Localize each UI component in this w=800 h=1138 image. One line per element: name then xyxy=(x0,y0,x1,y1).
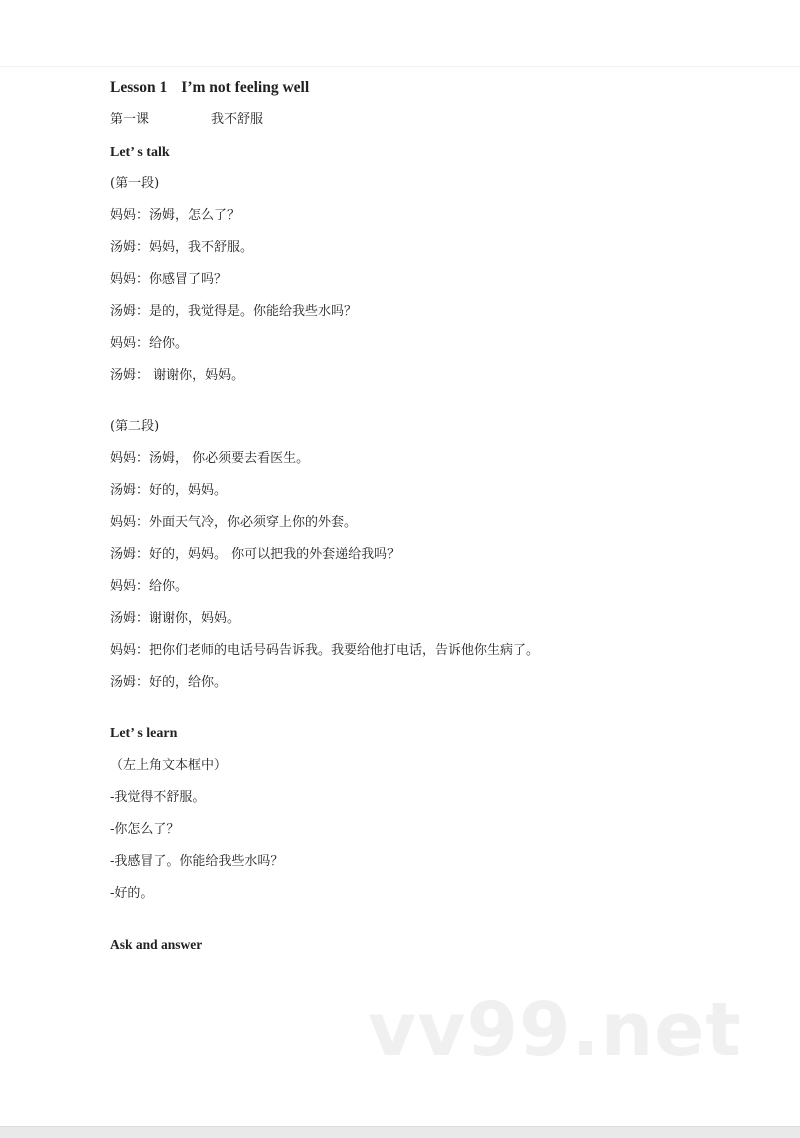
lesson-number-chinese: 第一课 xyxy=(110,112,150,127)
dialogue-line: 汤姆：妈妈，我不舒服。 xyxy=(110,240,254,255)
part2-label: (第二段) xyxy=(110,419,160,434)
lesson-number: Lesson 1 xyxy=(110,79,168,96)
lesson-title-chinese: 我不舒服 xyxy=(211,112,264,127)
dialogue-line: 汤姆：谢谢你，妈妈。 xyxy=(110,611,241,626)
learn-line: -我觉得不舒服。 xyxy=(110,790,206,805)
page-bottom-edge xyxy=(0,1126,800,1138)
dialogue-line: 汤姆：好的，妈妈。 你可以把我的外套递给我吗？ xyxy=(110,547,401,562)
learn-line: -好的。 xyxy=(110,886,154,901)
dialogue-line: 妈妈：给你。 xyxy=(110,336,189,351)
learn-line: -你怎么了？ xyxy=(110,822,180,837)
lesson-subtitle xyxy=(110,111,263,129)
watermark: vv99.net xyxy=(368,987,742,1073)
dialogue-line: 汤姆：好的，给你。 xyxy=(110,675,228,690)
ask-answer-heading: Ask and answer xyxy=(110,937,203,952)
dialogue-line: 妈妈：汤姆， 你必须要去看医生。 xyxy=(110,451,310,466)
dialogue-line: 妈妈：汤姆，怎么了？ xyxy=(110,208,241,223)
dialogue-line: 汤姆：是的，我觉得是。你能给我些水吗？ xyxy=(110,304,358,319)
part1-label: (第一段) xyxy=(110,176,160,191)
dialogue-line: 汤姆： 谢谢你，妈妈。 xyxy=(110,368,245,383)
lesson-title-text: I’m not feeling well xyxy=(181,79,310,96)
dialogue-line: 妈妈：把你们老师的电话号码告诉我。我要给他打电话，告诉他你生病了。 xyxy=(110,643,540,658)
dialogue-line: 妈妈：你感冒了吗？ xyxy=(110,272,228,287)
learn-label: （左上角文本框中） xyxy=(110,758,228,773)
learn-line: -我感冒了。你能给我些水吗？ xyxy=(110,854,284,869)
page-top-divider xyxy=(0,66,800,67)
dialogue-line: 汤姆：好的，妈妈。 xyxy=(110,483,228,498)
learn-heading: Let’ s learn xyxy=(110,726,178,741)
talk-heading: Let’ s talk xyxy=(110,145,170,160)
lesson-title xyxy=(110,79,309,97)
dialogue-line: 妈妈：给你。 xyxy=(110,579,189,594)
dialogue-line: 妈妈：外面天气冷，你必须穿上你的外套。 xyxy=(110,515,358,530)
